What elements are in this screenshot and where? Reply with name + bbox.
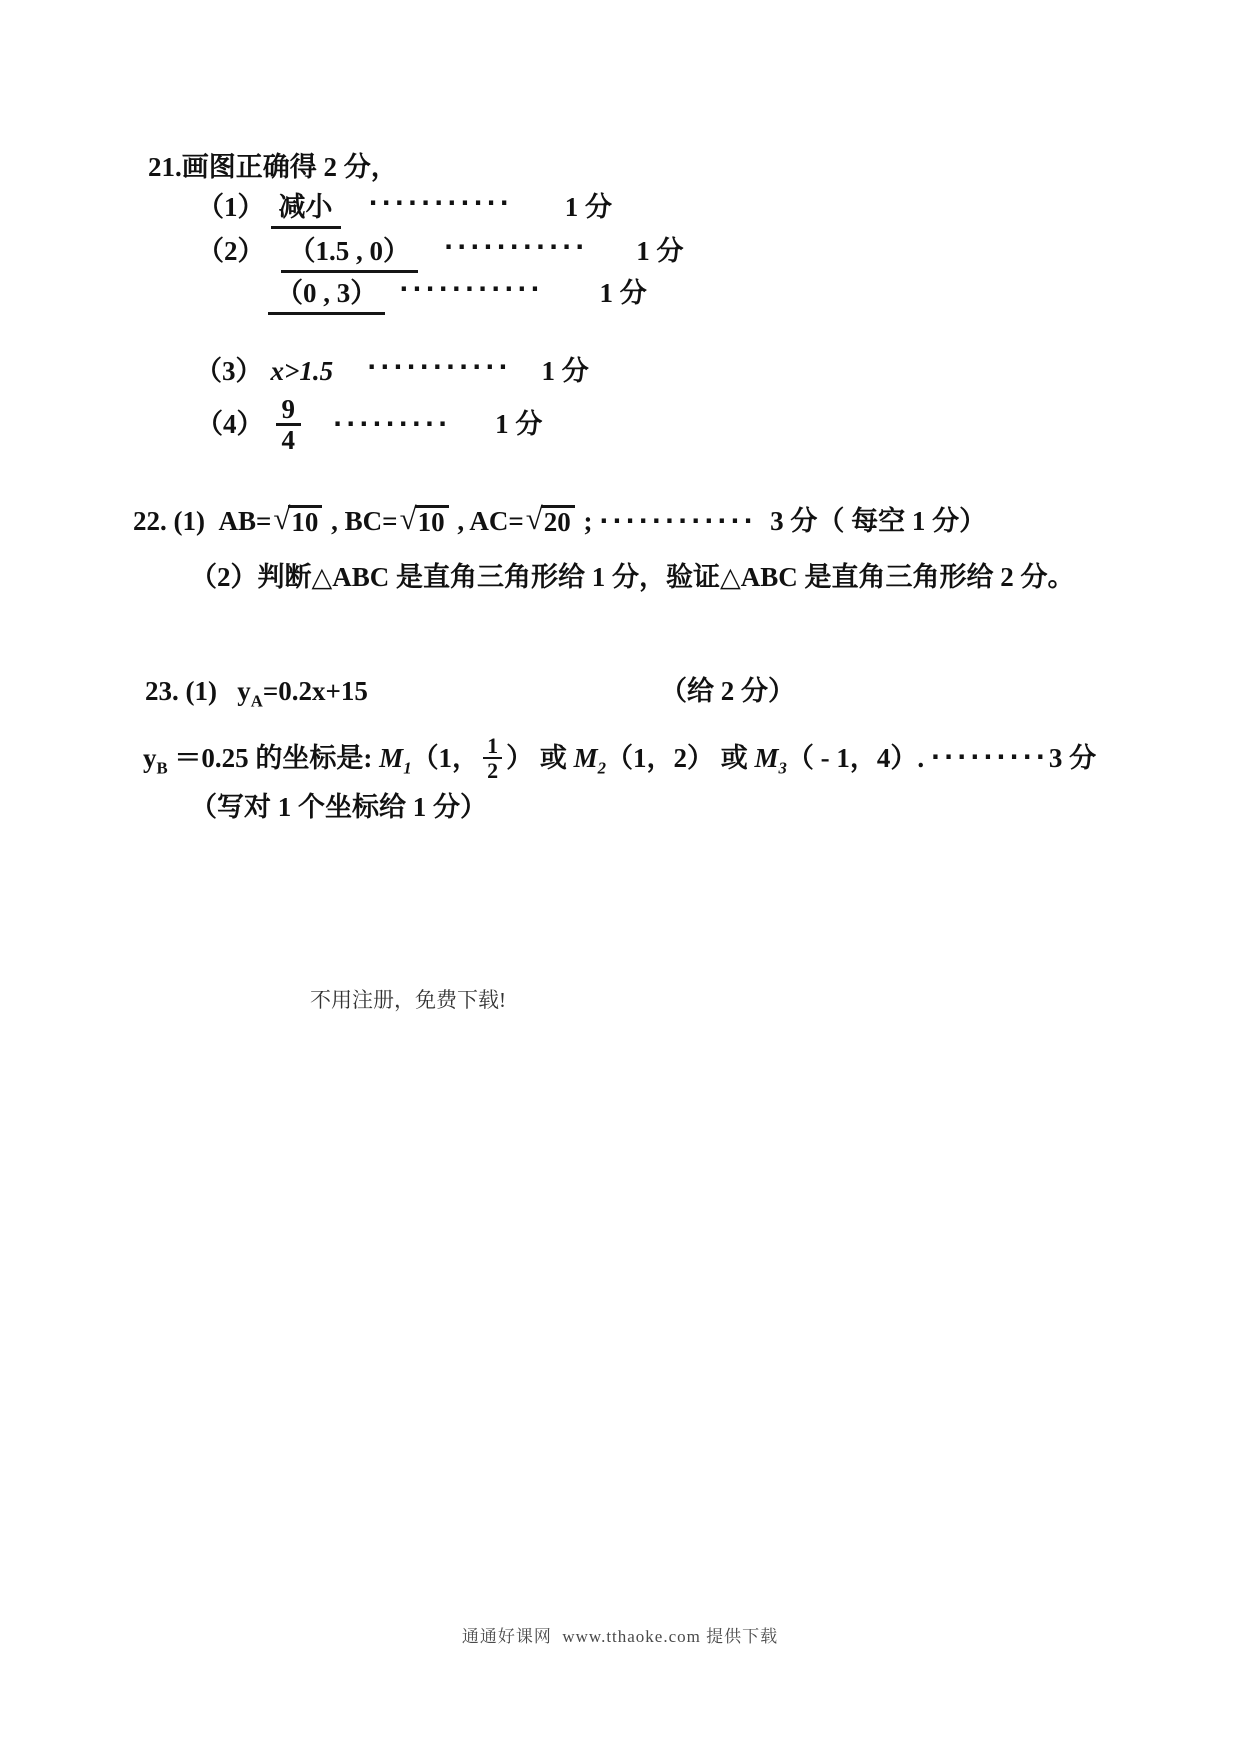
q23-note: （写对 1 个坐标给 1 分）	[190, 792, 487, 822]
m1-subscript: 1	[403, 757, 412, 777]
q22-part2-text: （2）判断△ABC 是直角三角形给 1 分，验证△ABC 是直角三角形给 2 分。	[190, 562, 1075, 592]
q21-item-2b	[268, 275, 647, 315]
q23-part1-score: （给 2 分）	[660, 676, 795, 706]
sqrt-expression	[273, 501, 322, 538]
m3-coord: （ - 1，4）.	[786, 742, 931, 773]
m2-subscript: 2	[597, 757, 606, 777]
fraction-denominator: 2	[483, 757, 502, 782]
q21-item-4	[196, 395, 542, 455]
dotted-leader: ···········	[367, 353, 512, 381]
q23-part2-line	[143, 734, 1096, 782]
promo-text: 不用注册，免费下载!	[310, 988, 506, 1012]
dotted-leader: ···········	[399, 275, 544, 303]
m2-coord: （1，2）	[605, 742, 714, 773]
m-symbol: M	[573, 742, 598, 773]
fraction-numerator: 9	[281, 394, 295, 424]
q21-title-line	[148, 152, 398, 183]
q21-item3-score: 1 分	[541, 356, 589, 386]
q23-part2-score: 3 分	[1048, 742, 1097, 773]
dotted-leader: ···········	[444, 233, 589, 261]
q22-prefix: 22. (1)	[133, 505, 219, 536]
equation-body: =0.2x+15	[262, 676, 368, 706]
yb-equation: ＝0.25 的坐标是:	[167, 742, 380, 773]
m1-coord-close: ）	[506, 742, 534, 773]
q21-item3-answer: x>1.5	[270, 356, 334, 386]
m-symbol: M	[379, 742, 404, 773]
q21-item-3	[195, 353, 589, 387]
subscript-B: B	[156, 757, 168, 777]
subscript-A: A	[250, 691, 263, 711]
radical-sign: √	[273, 501, 291, 536]
q23-prefix: 23. (1)	[145, 676, 238, 706]
q22-part2-line	[190, 562, 1075, 593]
q22-bc-label: , BC=	[324, 505, 398, 536]
q23-equation	[237, 676, 368, 711]
radical-sign: √	[525, 501, 543, 536]
sqrt-radicand: 10	[415, 505, 449, 538]
q22-part1-line	[133, 501, 987, 538]
sqrt-expression	[525, 501, 575, 538]
q21-item2-score: 1 分	[636, 236, 684, 266]
m3-subscript: 3	[778, 757, 787, 777]
sqrt-expression	[399, 501, 449, 538]
sqrt-radicand: 20	[541, 505, 575, 538]
q21-title: 21.画图正确得 2 分，	[148, 152, 398, 182]
point-m2	[573, 742, 606, 777]
dotted-leader: ············	[599, 506, 757, 535]
dotted-leader: ·········	[333, 410, 452, 439]
fraction-nine-fourths	[276, 395, 302, 455]
q21-item-2	[197, 233, 684, 273]
q21-item1-answer: 减小	[271, 192, 341, 229]
m1-coord-open: （1，	[411, 742, 480, 773]
or-text: 或	[533, 742, 574, 773]
q21-item-1	[197, 189, 613, 229]
y-variable: y	[237, 676, 251, 706]
q21-item2b-answer: （0 , 3）	[268, 278, 385, 315]
radical-sign: √	[399, 501, 417, 536]
q21-item4-score: 1 分	[495, 409, 543, 440]
point-m1	[379, 742, 412, 777]
fraction-one-half	[483, 734, 502, 782]
yb-variable	[143, 742, 168, 777]
q21-item1-label: （1）	[197, 192, 265, 222]
point-m3	[754, 742, 787, 777]
q21-item2-label: （2）	[197, 236, 265, 266]
y-variable: y	[143, 742, 157, 773]
q22-semicolon: ;	[576, 505, 600, 536]
fraction-denominator: 4	[276, 423, 302, 454]
fraction-numerator: 1	[487, 733, 499, 758]
sqrt-radicand: 10	[288, 505, 322, 538]
q22-ac-label: , AC=	[450, 505, 524, 536]
or-text: 或	[713, 742, 755, 773]
footer-text: 通通好课网 www.tthaoke.com 提供下载	[461, 1627, 779, 1646]
q22-score: 3 分（ 每空 1 分）	[756, 505, 987, 536]
q21-item4-label: （4）	[196, 409, 264, 440]
dotted-leader: ·········	[930, 743, 1049, 772]
m-symbol: M	[754, 742, 779, 773]
q21-item2-answer: （1.5 , 0）	[281, 236, 419, 273]
q22-ab-label: AB=	[218, 505, 272, 536]
q23-note-line	[190, 792, 487, 823]
dotted-leader: ···········	[368, 189, 513, 217]
q21-item1-score: 1 分	[564, 192, 613, 222]
q21-item2b-score: 1 分	[599, 278, 647, 308]
q21-item3-label: （3）	[195, 356, 263, 386]
q23-part1-line	[145, 676, 795, 711]
